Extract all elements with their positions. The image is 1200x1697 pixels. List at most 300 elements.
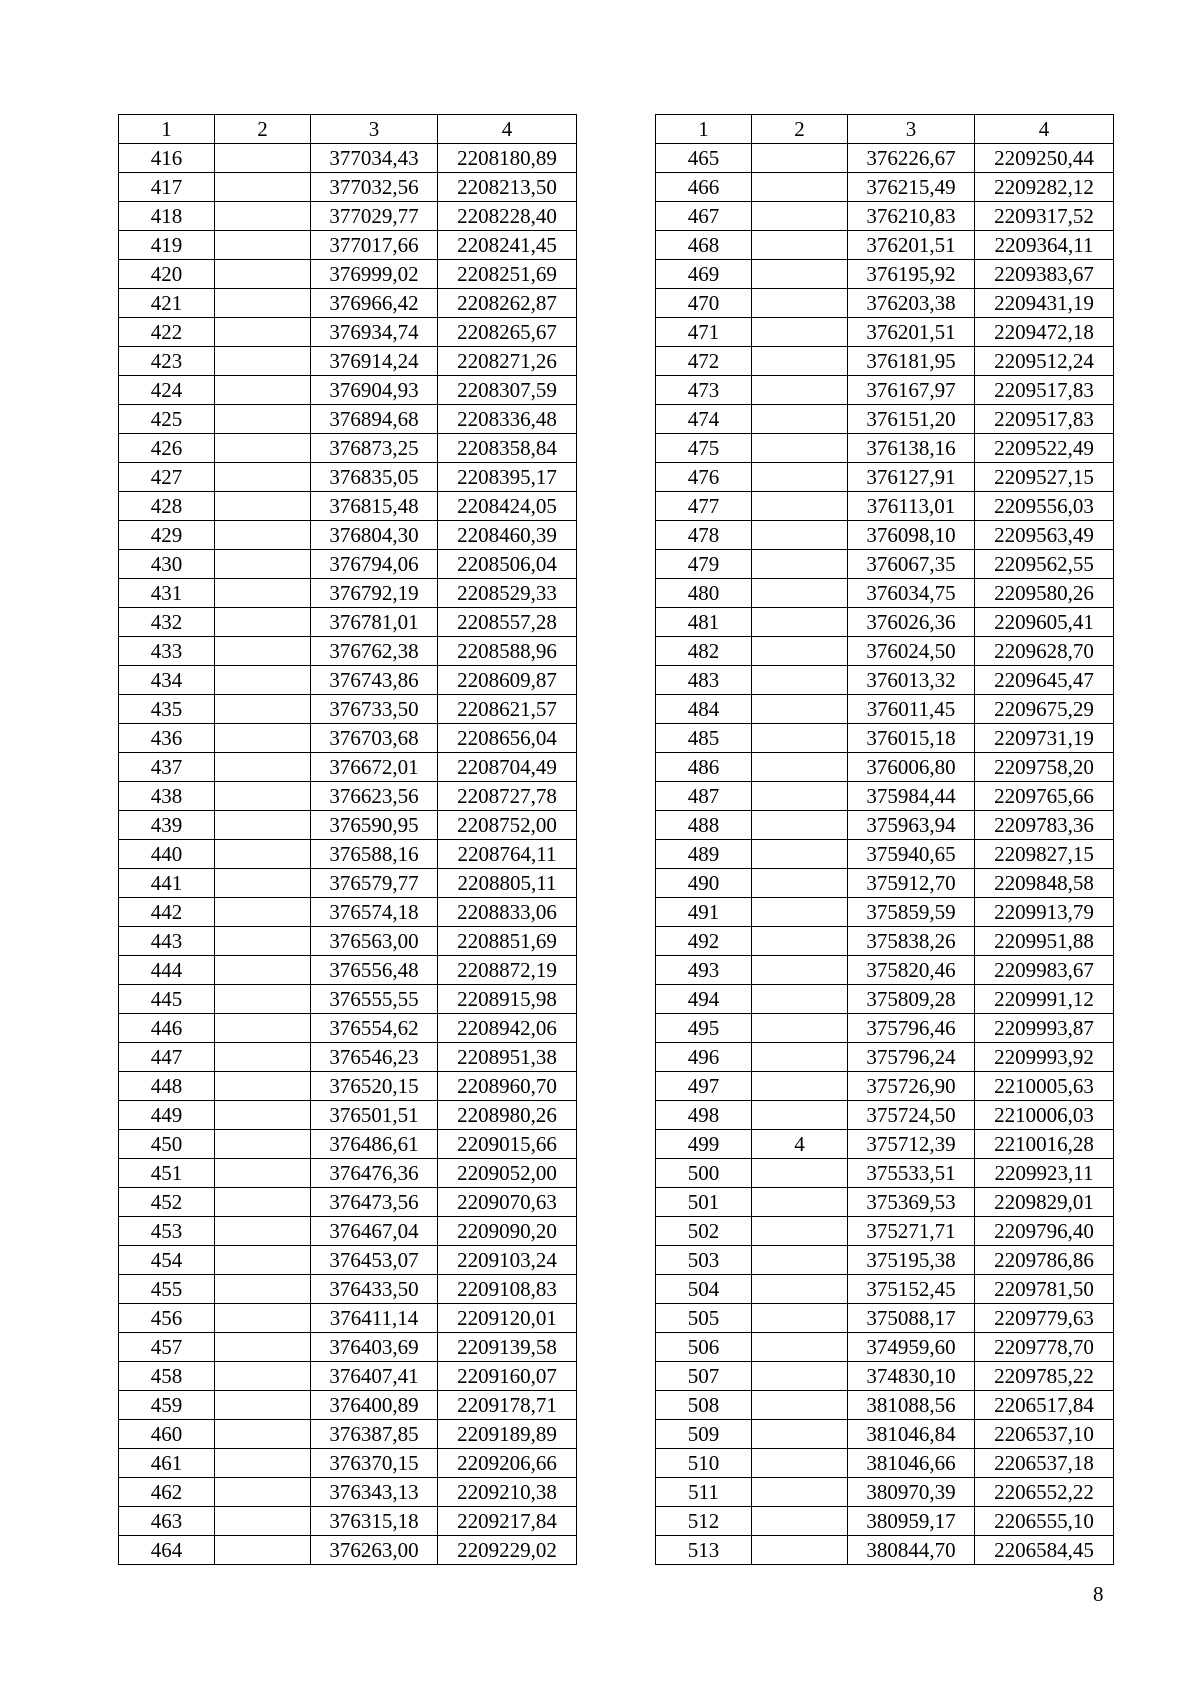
column-2-cell	[752, 695, 848, 724]
table-row	[656, 173, 1114, 202]
y-coordinate-cell: 2209758,20	[975, 753, 1114, 782]
y-coordinate-cell: 2206537,18	[975, 1449, 1114, 1478]
y-coordinate-cell: 2208851,69	[438, 927, 577, 956]
y-coordinate-cell: 2209783,36	[975, 811, 1114, 840]
x-coordinate-cell: 376563,00	[311, 927, 438, 956]
point-number-cell: 510	[656, 1449, 752, 1478]
x-coordinate-cell: 376453,07	[311, 1246, 438, 1275]
column-2-cell	[215, 1014, 311, 1043]
x-coordinate-cell: 376098,10	[848, 521, 975, 550]
column-2-cell	[215, 260, 311, 289]
column-2-cell	[752, 1188, 848, 1217]
column-2-cell	[215, 376, 311, 405]
x-coordinate-cell: 376201,51	[848, 318, 975, 347]
x-coordinate-cell: 376794,06	[311, 550, 438, 579]
column-2-cell	[752, 1159, 848, 1188]
x-coordinate-cell: 376138,16	[848, 434, 975, 463]
column-2-cell	[752, 434, 848, 463]
table-row	[119, 1420, 577, 1449]
x-coordinate-cell: 375796,24	[848, 1043, 975, 1072]
column-2-cell	[215, 1391, 311, 1420]
y-coordinate-cell: 2209070,63	[438, 1188, 577, 1217]
y-coordinate-cell: 2208621,57	[438, 695, 577, 724]
y-coordinate-cell: 2209250,44	[975, 144, 1114, 173]
point-number-cell: 439	[119, 811, 215, 840]
column-2-cell	[215, 840, 311, 869]
column-2-cell	[215, 1246, 311, 1275]
column-2-cell	[752, 463, 848, 492]
x-coordinate-cell: 377017,66	[311, 231, 438, 260]
x-coordinate-cell: 375838,26	[848, 927, 975, 956]
x-coordinate-cell: 376623,56	[311, 782, 438, 811]
column-2-cell	[215, 434, 311, 463]
point-number-cell: 474	[656, 405, 752, 434]
table-row	[119, 753, 577, 782]
table-row	[656, 1130, 1114, 1159]
point-number-cell: 469	[656, 260, 752, 289]
x-coordinate-cell: 376195,92	[848, 260, 975, 289]
y-coordinate-cell: 2209472,18	[975, 318, 1114, 347]
table-row	[119, 666, 577, 695]
y-coordinate-cell: 2209785,22	[975, 1362, 1114, 1391]
y-coordinate-cell: 2208704,49	[438, 753, 577, 782]
x-coordinate-cell: 376203,38	[848, 289, 975, 318]
y-coordinate-cell: 2209993,87	[975, 1014, 1114, 1043]
point-number-cell: 441	[119, 869, 215, 898]
point-number-cell: 420	[119, 260, 215, 289]
column-2-cell	[752, 376, 848, 405]
y-coordinate-cell: 2209206,66	[438, 1449, 577, 1478]
y-coordinate-cell: 2208241,45	[438, 231, 577, 260]
x-coordinate-cell: 375809,28	[848, 985, 975, 1014]
table-row	[119, 347, 577, 376]
x-coordinate-cell: 376743,86	[311, 666, 438, 695]
x-coordinate-cell: 376904,93	[311, 376, 438, 405]
x-coordinate-cell: 376263,00	[311, 1536, 438, 1565]
table-row	[656, 463, 1114, 492]
x-coordinate-cell: 376733,50	[311, 695, 438, 724]
point-number-cell: 487	[656, 782, 752, 811]
point-number-cell: 476	[656, 463, 752, 492]
x-coordinate-cell: 380970,39	[848, 1478, 975, 1507]
table-row	[656, 898, 1114, 927]
y-coordinate-cell: 2208872,19	[438, 956, 577, 985]
y-coordinate-cell: 2208336,48	[438, 405, 577, 434]
table-row	[119, 1275, 577, 1304]
table-row	[656, 347, 1114, 376]
table-row	[656, 1043, 1114, 1072]
column-2-cell	[752, 1246, 848, 1275]
y-coordinate-cell: 2210005,63	[975, 1072, 1114, 1101]
x-coordinate-cell: 376343,13	[311, 1478, 438, 1507]
x-coordinate-cell: 376034,75	[848, 579, 975, 608]
x-coordinate-cell: 376873,25	[311, 434, 438, 463]
table-row	[656, 753, 1114, 782]
point-number-cell: 500	[656, 1159, 752, 1188]
point-number-cell: 449	[119, 1101, 215, 1130]
point-number-cell: 435	[119, 695, 215, 724]
column-2-cell	[752, 173, 848, 202]
y-coordinate-cell: 2208557,28	[438, 608, 577, 637]
column-2-cell	[215, 1159, 311, 1188]
point-number-cell: 495	[656, 1014, 752, 1043]
table-row	[656, 376, 1114, 405]
column-2-cell	[215, 289, 311, 318]
x-coordinate-cell: 380844,70	[848, 1536, 975, 1565]
table-row	[119, 1043, 577, 1072]
point-number-cell: 452	[119, 1188, 215, 1217]
point-number-cell: 477	[656, 492, 752, 521]
column-2-cell	[215, 1072, 311, 1101]
y-coordinate-cell: 2209796,40	[975, 1217, 1114, 1246]
table-row	[119, 434, 577, 463]
x-coordinate-cell: 376403,69	[311, 1333, 438, 1362]
y-coordinate-cell: 2209848,58	[975, 869, 1114, 898]
table-row	[119, 811, 577, 840]
table-row	[119, 1362, 577, 1391]
column-2-cell	[215, 956, 311, 985]
x-coordinate-cell: 376226,67	[848, 144, 975, 173]
point-number-cell: 453	[119, 1217, 215, 1246]
y-coordinate-cell: 2208251,69	[438, 260, 577, 289]
point-number-cell: 496	[656, 1043, 752, 1072]
y-coordinate-cell: 2209675,29	[975, 695, 1114, 724]
x-coordinate-cell: 376210,83	[848, 202, 975, 231]
x-coordinate-cell: 376387,85	[311, 1420, 438, 1449]
y-coordinate-cell: 2209991,12	[975, 985, 1114, 1014]
x-coordinate-cell: 375912,70	[848, 869, 975, 898]
table-row	[656, 202, 1114, 231]
x-coordinate-cell: 375724,50	[848, 1101, 975, 1130]
y-coordinate-cell: 2208656,04	[438, 724, 577, 753]
table-row	[656, 579, 1114, 608]
column-2-cell	[752, 1014, 848, 1043]
table-row	[119, 1478, 577, 1507]
point-number-cell: 418	[119, 202, 215, 231]
table-row	[119, 724, 577, 753]
table-row	[656, 550, 1114, 579]
x-coordinate-cell: 376411,14	[311, 1304, 438, 1333]
column-2-cell: 4	[752, 1130, 848, 1159]
y-coordinate-cell: 2209556,03	[975, 492, 1114, 521]
table-row	[119, 1217, 577, 1246]
column-2-cell	[752, 1304, 848, 1333]
table-row	[119, 202, 577, 231]
x-coordinate-cell: 375533,51	[848, 1159, 975, 1188]
point-number-cell: 512	[656, 1507, 752, 1536]
y-coordinate-cell: 2208588,96	[438, 637, 577, 666]
x-coordinate-cell: 376588,16	[311, 840, 438, 869]
column-2-cell	[215, 1362, 311, 1391]
point-number-cell: 434	[119, 666, 215, 695]
point-number-cell: 427	[119, 463, 215, 492]
point-number-cell: 457	[119, 1333, 215, 1362]
column-2-cell	[215, 1304, 311, 1333]
x-coordinate-cell: 376703,68	[311, 724, 438, 753]
table-row	[656, 289, 1114, 318]
x-coordinate-cell: 376024,50	[848, 637, 975, 666]
point-number-cell: 432	[119, 608, 215, 637]
point-number-cell: 421	[119, 289, 215, 318]
x-coordinate-cell: 376934,74	[311, 318, 438, 347]
table-row	[119, 1391, 577, 1420]
x-coordinate-cell: 376067,35	[848, 550, 975, 579]
point-number-cell: 506	[656, 1333, 752, 1362]
x-coordinate-cell: 376590,95	[311, 811, 438, 840]
point-number-cell: 446	[119, 1014, 215, 1043]
y-coordinate-cell: 2208424,05	[438, 492, 577, 521]
y-coordinate-cell: 2209993,92	[975, 1043, 1114, 1072]
point-number-cell: 486	[656, 753, 752, 782]
column-2-cell	[215, 1536, 311, 1565]
x-coordinate-cell: 381088,56	[848, 1391, 975, 1420]
column-2-cell	[752, 811, 848, 840]
point-number-cell: 499	[656, 1130, 752, 1159]
table-row	[656, 1304, 1114, 1333]
y-coordinate-cell: 2209563,49	[975, 521, 1114, 550]
point-number-cell: 465	[656, 144, 752, 173]
y-coordinate-cell: 2209913,79	[975, 898, 1114, 927]
y-coordinate-cell: 2208529,33	[438, 579, 577, 608]
column-2-cell	[215, 1043, 311, 1072]
table-row	[656, 1275, 1114, 1304]
table-row	[119, 550, 577, 579]
column-2-cell	[215, 521, 311, 550]
table-row	[656, 840, 1114, 869]
x-coordinate-cell: 375726,90	[848, 1072, 975, 1101]
column-header-4: 4	[438, 115, 577, 144]
y-coordinate-cell: 2206584,45	[975, 1536, 1114, 1565]
point-number-cell: 447	[119, 1043, 215, 1072]
table-row	[656, 492, 1114, 521]
column-2-cell	[752, 260, 848, 289]
y-coordinate-cell: 2209527,15	[975, 463, 1114, 492]
x-coordinate-cell: 376026,36	[848, 608, 975, 637]
table-row	[656, 927, 1114, 956]
column-2-cell	[752, 985, 848, 1014]
column-2-cell	[752, 1333, 848, 1362]
column-2-cell	[215, 1130, 311, 1159]
x-coordinate-cell: 375940,65	[848, 840, 975, 869]
point-number-cell: 481	[656, 608, 752, 637]
y-coordinate-cell: 2209015,66	[438, 1130, 577, 1159]
column-2-cell	[752, 289, 848, 318]
point-number-cell: 438	[119, 782, 215, 811]
y-coordinate-cell: 2209628,70	[975, 637, 1114, 666]
point-number-cell: 475	[656, 434, 752, 463]
point-number-cell: 482	[656, 637, 752, 666]
column-2-cell	[215, 637, 311, 666]
table-row	[119, 927, 577, 956]
x-coordinate-cell: 377034,43	[311, 144, 438, 173]
table-row	[656, 1188, 1114, 1217]
x-coordinate-cell: 376556,48	[311, 956, 438, 985]
y-coordinate-cell: 2209139,58	[438, 1333, 577, 1362]
point-number-cell: 468	[656, 231, 752, 260]
point-number-cell: 503	[656, 1246, 752, 1275]
x-coordinate-cell: 376476,36	[311, 1159, 438, 1188]
column-2-cell	[215, 550, 311, 579]
x-coordinate-cell: 376555,55	[311, 985, 438, 1014]
y-coordinate-cell: 2206517,84	[975, 1391, 1114, 1420]
point-number-cell: 464	[119, 1536, 215, 1565]
table-row	[119, 521, 577, 550]
y-coordinate-cell: 2208764,11	[438, 840, 577, 869]
point-number-cell: 513	[656, 1536, 752, 1565]
column-header-1: 1	[656, 115, 752, 144]
point-number-cell: 494	[656, 985, 752, 1014]
column-2-cell	[752, 144, 848, 173]
point-number-cell: 448	[119, 1072, 215, 1101]
point-number-cell: 504	[656, 1275, 752, 1304]
y-coordinate-cell: 2208262,87	[438, 289, 577, 318]
y-coordinate-cell: 2209120,01	[438, 1304, 577, 1333]
y-coordinate-cell: 2208609,87	[438, 666, 577, 695]
x-coordinate-cell: 376370,15	[311, 1449, 438, 1478]
x-coordinate-cell: 375796,46	[848, 1014, 975, 1043]
x-coordinate-cell: 376966,42	[311, 289, 438, 318]
column-2-cell	[215, 202, 311, 231]
column-2-cell	[215, 1188, 311, 1217]
x-coordinate-cell: 376579,77	[311, 869, 438, 898]
column-2-cell	[752, 1478, 848, 1507]
table-row	[119, 1101, 577, 1130]
column-2-cell	[752, 898, 848, 927]
point-number-cell: 417	[119, 173, 215, 202]
y-coordinate-cell: 2208460,39	[438, 521, 577, 550]
x-coordinate-cell: 376815,48	[311, 492, 438, 521]
table-row	[656, 434, 1114, 463]
y-coordinate-cell: 2208915,98	[438, 985, 577, 1014]
table-row	[119, 144, 577, 173]
point-number-cell: 466	[656, 173, 752, 202]
table-row	[119, 1536, 577, 1565]
x-coordinate-cell: 376574,18	[311, 898, 438, 927]
column-2-cell	[215, 1420, 311, 1449]
x-coordinate-cell: 381046,84	[848, 1420, 975, 1449]
column-2-cell	[752, 318, 848, 347]
point-number-cell: 472	[656, 347, 752, 376]
column-2-cell	[215, 1217, 311, 1246]
x-coordinate-cell: 376914,24	[311, 347, 438, 376]
y-coordinate-cell: 2209108,83	[438, 1275, 577, 1304]
x-coordinate-cell: 376546,23	[311, 1043, 438, 1072]
y-coordinate-cell: 2209923,11	[975, 1159, 1114, 1188]
y-coordinate-cell: 2209779,63	[975, 1304, 1114, 1333]
y-coordinate-cell: 2208506,04	[438, 550, 577, 579]
coordinates-table-right	[655, 114, 1114, 1565]
x-coordinate-cell: 376999,02	[311, 260, 438, 289]
y-coordinate-cell: 2206552,22	[975, 1478, 1114, 1507]
column-2-cell	[752, 1507, 848, 1536]
point-number-cell: 467	[656, 202, 752, 231]
x-coordinate-cell: 376400,89	[311, 1391, 438, 1420]
point-number-cell: 458	[119, 1362, 215, 1391]
column-2-cell	[215, 347, 311, 376]
column-2-cell	[215, 927, 311, 956]
x-coordinate-cell: 375963,94	[848, 811, 975, 840]
table-row	[119, 1449, 577, 1478]
x-coordinate-cell: 376113,01	[848, 492, 975, 521]
column-2-cell	[752, 1420, 848, 1449]
y-coordinate-cell: 2208180,89	[438, 144, 577, 173]
point-number-cell: 511	[656, 1478, 752, 1507]
point-number-cell: 440	[119, 840, 215, 869]
point-number-cell: 497	[656, 1072, 752, 1101]
column-2-cell	[752, 1362, 848, 1391]
x-coordinate-cell: 376792,19	[311, 579, 438, 608]
column-2-cell	[215, 811, 311, 840]
y-coordinate-cell: 2209090,20	[438, 1217, 577, 1246]
point-number-cell: 490	[656, 869, 752, 898]
table-row	[119, 492, 577, 521]
point-number-cell: 431	[119, 579, 215, 608]
table-row	[119, 956, 577, 985]
point-number-cell: 423	[119, 347, 215, 376]
table-row	[656, 637, 1114, 666]
x-coordinate-cell: 376201,51	[848, 231, 975, 260]
column-2-cell	[215, 753, 311, 782]
table-row	[656, 1362, 1114, 1391]
y-coordinate-cell: 2209317,52	[975, 202, 1114, 231]
column-2-cell	[752, 637, 848, 666]
x-coordinate-cell: 376433,50	[311, 1275, 438, 1304]
column-2-cell	[215, 318, 311, 347]
column-2-cell	[752, 666, 848, 695]
column-2-cell	[752, 1536, 848, 1565]
table-row	[656, 1072, 1114, 1101]
point-number-cell: 445	[119, 985, 215, 1014]
coordinates-table-left	[118, 114, 577, 1565]
x-coordinate-cell: 375088,17	[848, 1304, 975, 1333]
table-row	[119, 840, 577, 869]
table-row	[119, 869, 577, 898]
table-row	[119, 173, 577, 202]
column-2-cell	[752, 1391, 848, 1420]
column-2-cell	[752, 869, 848, 898]
column-2-cell	[215, 1449, 311, 1478]
y-coordinate-cell: 2209210,38	[438, 1478, 577, 1507]
point-number-cell: 480	[656, 579, 752, 608]
column-2-cell	[752, 956, 848, 985]
point-number-cell: 430	[119, 550, 215, 579]
point-number-cell: 419	[119, 231, 215, 260]
y-coordinate-cell: 2208833,06	[438, 898, 577, 927]
y-coordinate-cell: 2208951,38	[438, 1043, 577, 1072]
table-row	[656, 1101, 1114, 1130]
column-2-cell	[215, 869, 311, 898]
y-coordinate-cell: 2208805,11	[438, 869, 577, 898]
column-2-cell	[752, 405, 848, 434]
y-coordinate-cell: 2208960,70	[438, 1072, 577, 1101]
table-row	[656, 666, 1114, 695]
x-coordinate-cell: 376215,49	[848, 173, 975, 202]
column-2-cell	[215, 782, 311, 811]
table-row	[119, 260, 577, 289]
table-row	[656, 1246, 1114, 1275]
table-row	[119, 637, 577, 666]
point-number-cell: 492	[656, 927, 752, 956]
point-number-cell: 478	[656, 521, 752, 550]
table-row	[656, 144, 1114, 173]
column-2-cell	[752, 753, 848, 782]
point-number-cell: 488	[656, 811, 752, 840]
table-row	[119, 695, 577, 724]
x-coordinate-cell: 376151,20	[848, 405, 975, 434]
table-row	[119, 1130, 577, 1159]
x-coordinate-cell: 380959,17	[848, 1507, 975, 1536]
column-2-cell	[752, 1072, 848, 1101]
